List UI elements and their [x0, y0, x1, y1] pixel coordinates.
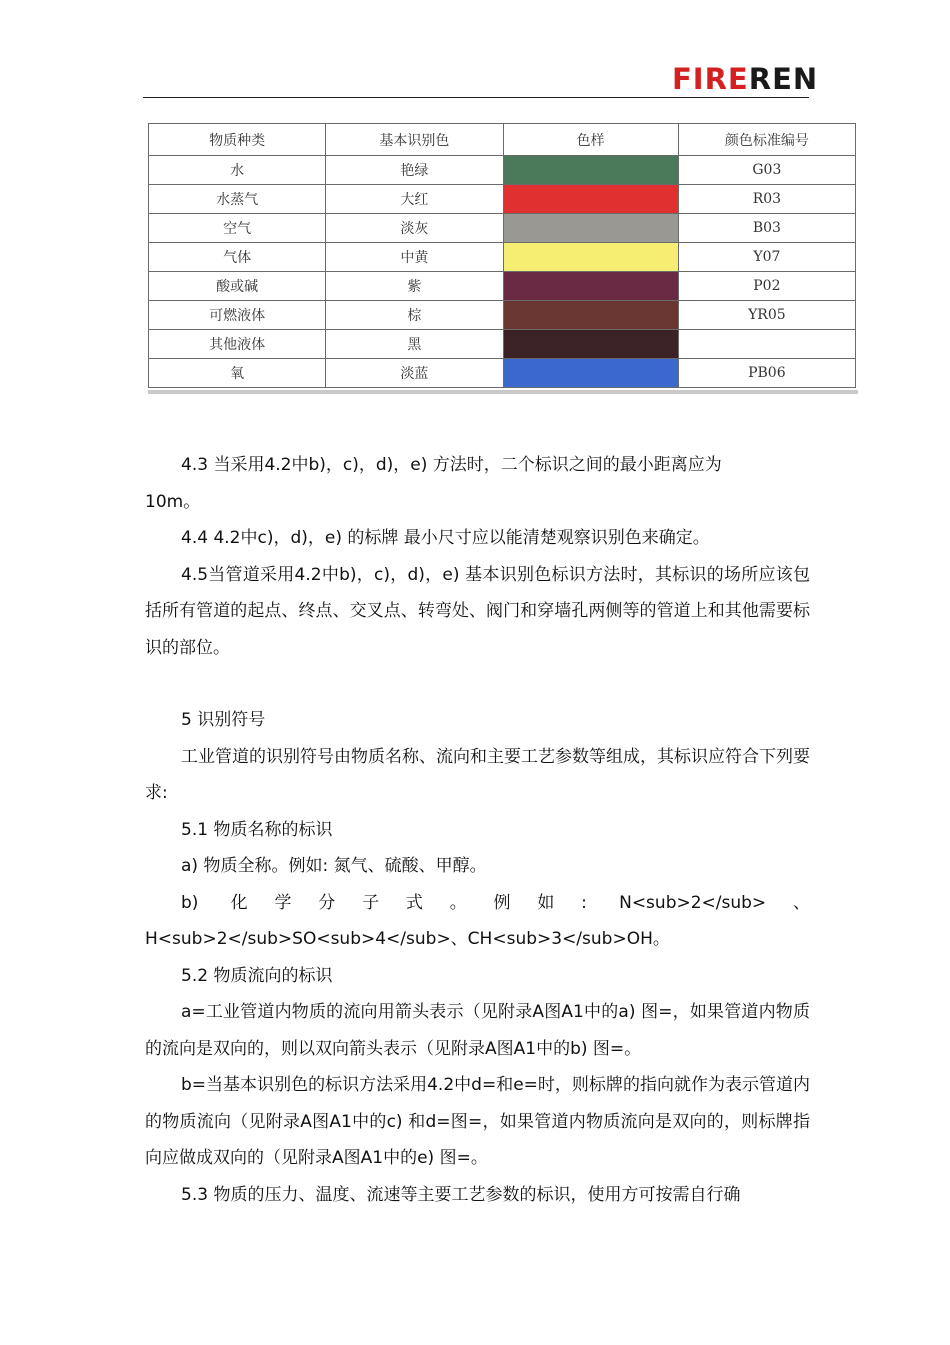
cell-substance: 其他液体 — [149, 330, 326, 359]
header-color-name: 基本识别色 — [326, 124, 503, 156]
subsection-5-1: 5.1 物质名称的标识 — [181, 819, 333, 840]
table-row — [149, 156, 856, 185]
cell-swatch — [503, 272, 678, 301]
cell-swatch — [503, 185, 678, 214]
cell-code: Y07 — [678, 243, 855, 272]
cell-color-name: 棕 — [326, 301, 503, 330]
cell-substance: 气体 — [149, 243, 326, 272]
cell-color-name: 艳绿 — [326, 156, 503, 185]
cell-color-name: 紫 — [326, 272, 503, 301]
fireren-logo — [672, 64, 818, 94]
header-code: 颜色标准编号 — [678, 124, 855, 156]
paragraph-4-3-line2: 10m。 — [145, 491, 201, 512]
cell-swatch — [503, 359, 678, 388]
cell-code: YR05 — [678, 301, 855, 330]
paragraph-4-5: 4.5当管道采用4.2中b)，c)，d)，e) 基本识别色标识方法时，其标识的场所应该包括所有管道的起点、终点、交叉点、转弯处、阀门和穿墙孔两侧等的管道上和其他需要标识的部位。 — [145, 564, 810, 658]
cell-substance: 水蒸气 — [149, 185, 326, 214]
cell-color-name: 大红 — [326, 185, 503, 214]
cell-code: R03 — [678, 185, 855, 214]
cell-color-name: 中黄 — [326, 243, 503, 272]
subsection-5-3: 5.3 物质的压力、温度、流速等主要工艺参数的标识，使用方可按需自行确 — [181, 1184, 741, 1205]
cell-swatch — [503, 301, 678, 330]
table-row — [149, 330, 856, 359]
pipe-color-table — [148, 123, 856, 388]
table-row — [149, 359, 856, 388]
item-5-2-a: a=工业管道内物质的流向用箭头表示（见附录A图A1中的a) 图=，如果管道内物质的流向是双向的，则以双向箭头表示（见附录A图A1中的b) 图=。 — [145, 1002, 810, 1059]
cell-swatch — [503, 156, 678, 185]
table-bottom-shadow — [148, 390, 858, 394]
table-row — [149, 214, 856, 243]
body-text — [145, 447, 810, 1213]
cell-substance: 酸或碱 — [149, 272, 326, 301]
cell-code: G03 — [678, 156, 855, 185]
paragraph-4-4: 4.4 4.2中c)，d)，e) 的标牌 最小尺寸应以能清楚观察识别色来确定。 — [181, 528, 710, 548]
table-row — [149, 185, 856, 214]
cell-code: PB06 — [678, 359, 855, 388]
section-5-title: 5 识别符号 — [181, 710, 266, 730]
cell-swatch — [503, 214, 678, 243]
item-5-1-a: a) 物质全称。例如: 氮气、硫酸、甲醇。 — [181, 856, 487, 876]
table-row — [149, 301, 856, 330]
cell-swatch — [503, 243, 678, 272]
item-5-2-b: b=当基本识别色的标识方法采用4.2中d=和e=时，则标牌的指向就作为表示管道内的物质流向（见附录A图A1中的c) 和d=图=，如果管道内物质流向是双向的，则标牌指向应做成双向的（见附录A图A1中的e) 图=。 — [145, 1075, 810, 1168]
cell-code — [678, 330, 855, 359]
logo-ren-text: REN — [748, 62, 819, 96]
item-5-1-b: b) 化学分子式。例如: N<sub>2</sub>、H<sub>2</sub>SO<sub>4</sub>、CH<sub>3</sub>OH。 — [145, 892, 810, 949]
paragraph-4-3-line1: 4.3 当采用4.2中b)，c)，d)，e) 方法时，二个标识之间的最小距离应为 — [181, 455, 722, 475]
cell-code: P02 — [678, 272, 855, 301]
cell-substance: 氧 — [149, 359, 326, 388]
cell-color-name: 淡蓝 — [326, 359, 503, 388]
cell-substance: 水 — [149, 156, 326, 185]
table-header-row — [149, 124, 856, 156]
cell-color-name: 淡灰 — [326, 214, 503, 243]
cell-swatch — [503, 330, 678, 359]
subsection-5-2: 5.2 物质流向的标识 — [181, 965, 333, 986]
table-row — [149, 243, 856, 272]
cell-substance: 可燃液体 — [149, 301, 326, 330]
cell-color-name: 黑 — [326, 330, 503, 359]
header-rule — [143, 97, 809, 98]
cell-substance: 空气 — [149, 214, 326, 243]
section-5-intro: 工业管道的识别符号由物质名称、流向和主要工艺参数等组成，其标识应符合下列要求: — [145, 746, 810, 803]
logo-fire-text: FIRE — [672, 62, 749, 96]
table-row — [149, 272, 856, 301]
cell-code: B03 — [678, 214, 855, 243]
header-swatch: 色样 — [503, 124, 678, 156]
header-substance: 物质种类 — [149, 124, 326, 156]
